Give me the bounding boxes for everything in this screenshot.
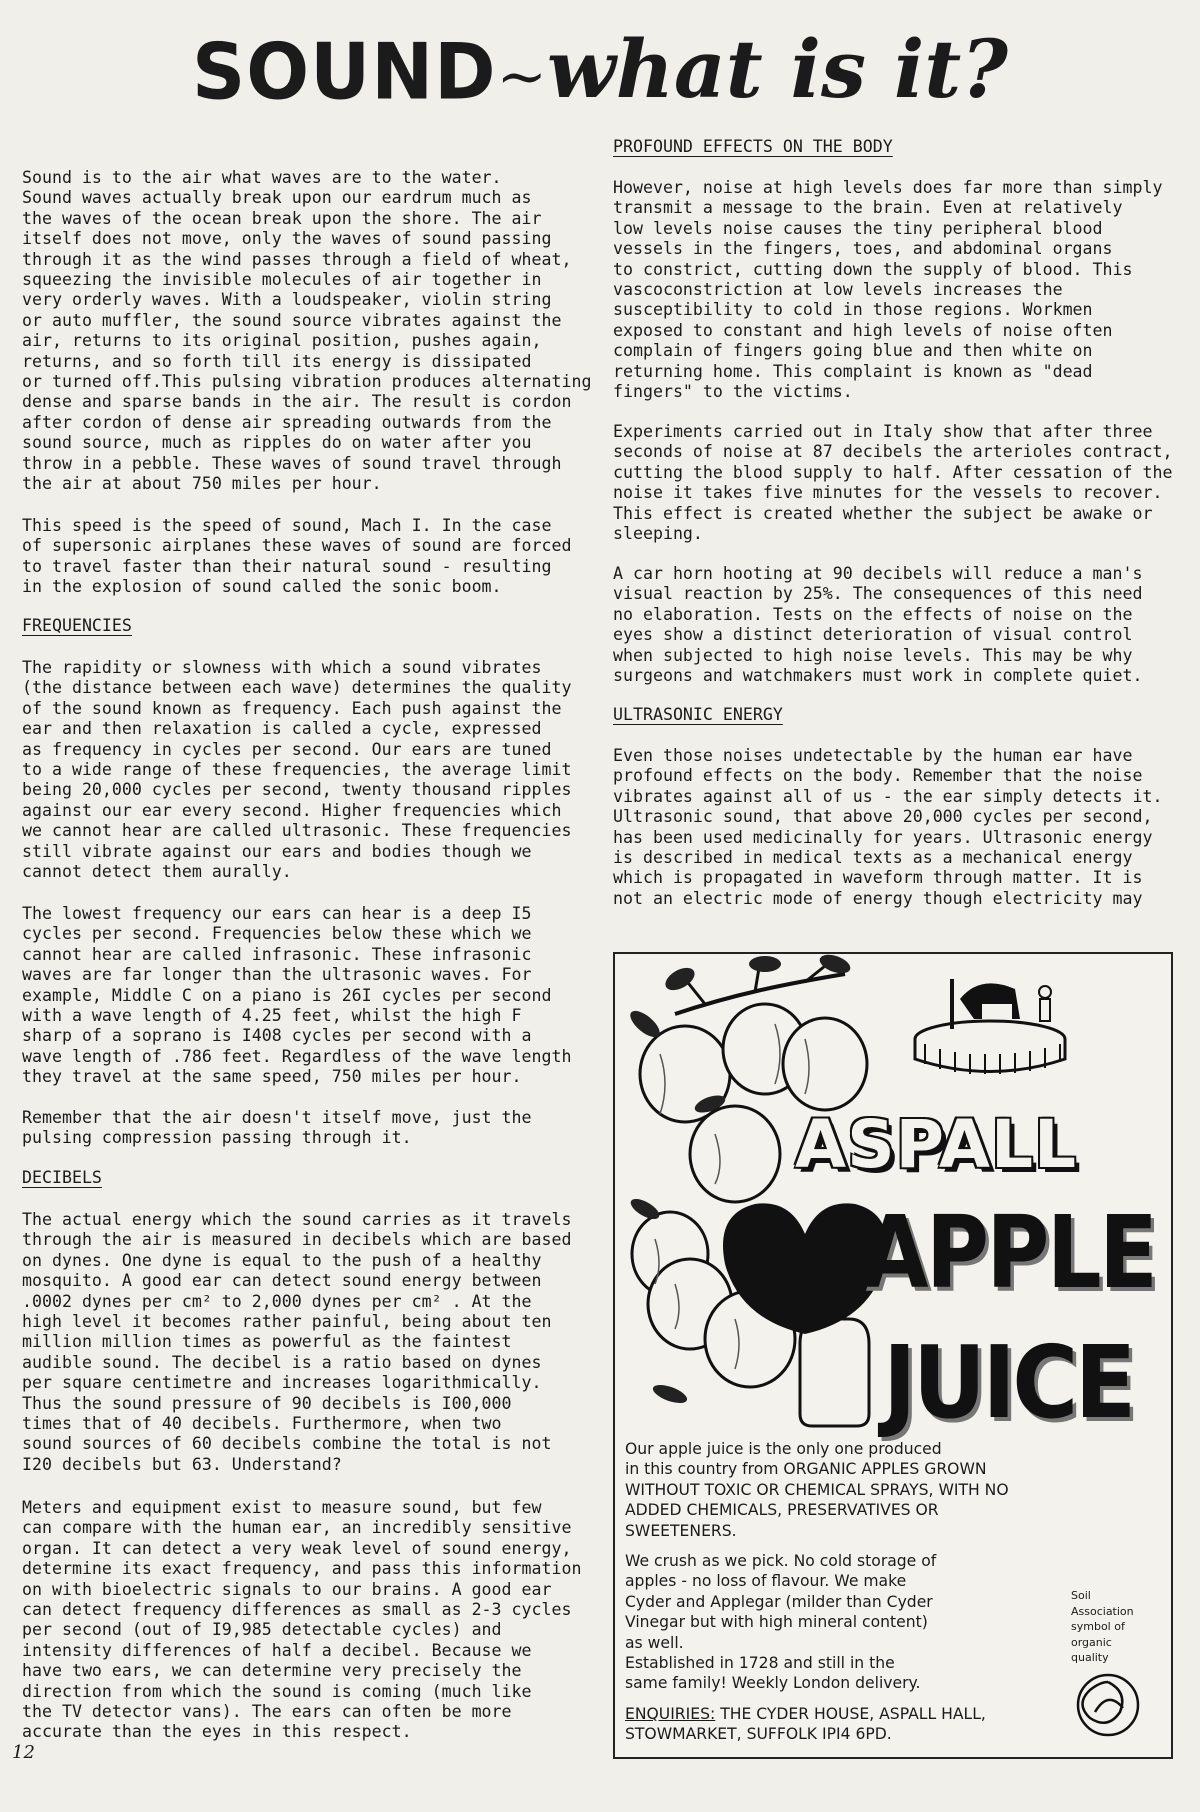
- paragraph-ultrasonic: Even those noises undetectable by the human ear have profound effects on the body. Remember that the noise vibrates against all of us - the ear simply detects it. Ultrasonic sound, that above 20,000 cycles per second, has been used medicinally for years. Ultrasonic energy is described in medical texts as a mechanical energy which is propagated in waveform through matter. It is not an electric mode of energy though electricity may: [613, 746, 1163, 908]
- heading-profound-effects: PROFOUND EFFECTS ON THE BODY: [613, 137, 893, 156]
- soil-association-caption: Soil Association symbol of organic quality: [1071, 1589, 1134, 1664]
- paragraph-human-ear: Meters and equipment exist to measure sound, but few can compare with the human ear, an incredibly sensitive organ. It can detect a very weak level of sound energy, determine its exact frequency, and pass this information on with bioelectric signals to our brains. A good ear can detect frequency differences as small as 2-3 cycles per second (out of I9,985 detectable cycles) and intensity differences of half a decibel. Because we have two ears, we can determine very precisely the direction from which the sound is coming (much like the TV detector vans). The ears can often be more accurate than the eyes in this respect.: [22, 1498, 582, 1742]
- heading-decibels: DECIBELS: [22, 1168, 102, 1187]
- advert-brand: ASPALL: [795, 1106, 1078, 1183]
- title-main: SOUND: [191, 26, 497, 118]
- paragraph-air-compression: Remember that the air doesn't itself move, just the pulsing compression passing through it.: [22, 1108, 532, 1148]
- right-column: [613, 0, 1188, 908]
- heading-frequencies: FREQUENCIES: [22, 616, 132, 635]
- paragraph-infrasonic: The lowest frequency our ears can hear is a deep I5 cycles per second. Frequencies below these which we cannot hear are called infrasonic. These infrasonic waves are far longer than the ultrasonic waves. For example, Middle C on a piano is 26I cycles per second with a wave length of 4.25 feet, whilst the high F sharp of a soprano is I408 cycles per second with a wave length of .786 feet. Regardless of the wave length they travel at the same speed, 750 miles per hour.: [22, 904, 572, 1087]
- paragraph-decibels: The actual energy which the sound carries as it travels through the air is measured in decibels which are based on dynes. One dyne is equal to the push of a healthy mosquito. A good ear can detect sound energy between .0002 dynes per cm² to 2,000 dynes per cm² . At the high level it becomes rather painful, being about ten million million times as powerful as the faintest audible sound. The decibel is a ratio based on dynes per square centimetre and increases logarithmically. Thus the sound pressure of 90 decibels is I00,000 times that of 40 decibels. Furthermore, when two sound sources of 60 decibels combine the total is not I20 decibels but 63. Understand?: [22, 1210, 572, 1474]
- page-number: 12: [12, 1742, 35, 1763]
- paragraph-frequency: The rapidity or slowness with which a sound vibrates (the distance between each wave) determines the quality of the sound known as frequency. Each push against the ear and then relaxation is called a cycle, expressed as frequency in cycles per second. Our ears are tuned to a wide range of these frequencies, the average limit being 20,000 cycles per second, twenty thousand ripples against our ear every second. Higher frequencies which we cannot hear are called ultrasonic. These frequencies still vibrate against our ears and bodies though we cannot detect them aurally.: [22, 658, 572, 882]
- enquiries-label: ENQUIRIES:: [625, 1705, 716, 1723]
- paragraph-car-horn: A car horn hooting at 90 decibels will reduce a man's visual reaction by 25%. The consequences of this need no elaboration. Tests on the effects of noise on the eyes show a distinct deterioration of visual control when subjected to high noise levels. This may be why surgeons and watchmakers must work in complete quiet.: [613, 564, 1143, 686]
- enquiries-address: THE CYDER HOUSE, ASPALL HALL, STOWMARKET, SUFFOLK IPI4 6PD.: [625, 1705, 986, 1744]
- advert-juice: JUICE: [883, 1324, 1133, 1441]
- title-script: what is it?: [546, 22, 1009, 116]
- advert-description: Our apple juice is the only one produced in this country from ORGANIC APPLES GROWN WITHOUT TOXIC OR CHEMICAL SPRAYS, WITH NO ADDED CHEMICALS, PRESERVATIVES OR SWEETENERS.: [625, 1440, 1009, 1540]
- paragraph-noise-effects: However, noise at high levels does far more than simply transmit a message to the brain. Even at relatively low levels noise causes the tiny peripheral blood vessels in the fingers, toes, and abdominal organs to constrict, cutting down the supply of blood. This vascoconstriction at low levels increases the susceptibility to cold in those regions. Workmen exposed to constant and high levels of noise often complain of fingers going blue and then white on returning home. This complaint is known as "dead fingers" to the victims.: [613, 178, 1163, 402]
- title-separator: ~: [496, 42, 547, 112]
- advert-details: We crush as we pick. No cold storage of apples - no loss of flavour. We make Cyder and Applegar (milder than Cyder Vinegar but with high mineral content) as well. Established in 1728 and still in the same family! Weekly London delivery.: [625, 1552, 937, 1693]
- advert-apple: APPLE: [862, 1194, 1156, 1311]
- left-column: [22, 0, 602, 1742]
- cider-press-illustration: [915, 979, 1065, 1074]
- soil-association-icon: [1075, 1672, 1141, 1738]
- paragraph-mach: This speed is the speed of sound, Mach I. In the case of supersonic airplanes these waves of sound are forced to travel faster than their natural sound - resulting in the explosion of sound called the sonic boom.: [22, 516, 572, 597]
- advert-enquiries: [625, 1704, 986, 1745]
- paragraph-italy-experiments: Experiments carried out in Italy show that after three seconds of noise at 87 decibels the arterioles contract, cutting the blood supply to half. After cessation of the noise it takes five minutes for the vessels to recover. This effect is created whether the subject be awake or sleeping.: [613, 422, 1173, 544]
- heading-ultrasonic: ULTRASONIC ENERGY: [613, 705, 783, 724]
- aspall-advert: [613, 952, 1173, 1759]
- paragraph-sound-intro: Sound is to the air what waves are to the water. Sound waves actually break upon our eardrum much as the waves of the ocean break upon the shore. The air itself does not move, only the waves of sound passing through it as the wind passes through a field of wheat, squeezing the invisible molecules of air together in very orderly waves. With a loudspeaker, violin string or auto muffler, the sound source vibrates against the air, returns to its original position, pushes again, returns, and so forth till its energy is dissipated or turned off.This pulsing vibration produces alternating dense and sparse bands in the air. The result is cordon after cordon of dense air spreading outwards from the sound source, much as ripples do on water after you throw in a pebble. These waves of sound travel through the air at about 750 miles per hour.: [22, 168, 592, 494]
